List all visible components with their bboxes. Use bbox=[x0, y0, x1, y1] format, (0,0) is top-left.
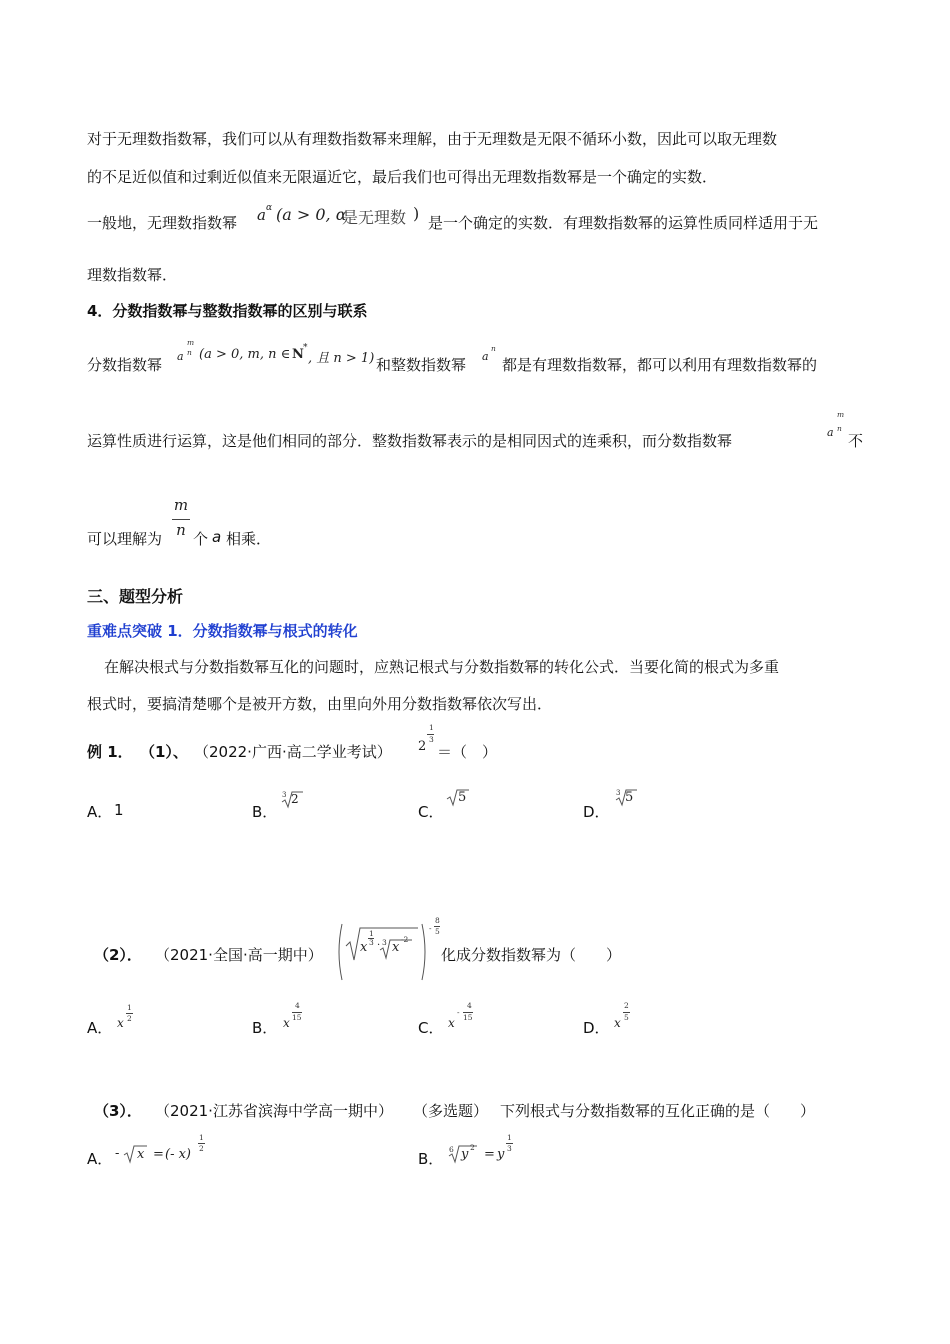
paragraph-line: 的不足近似值和过剩近似值来无限逼近它，最后我们也可得出无理数指数幂是一个确定的实数． bbox=[87, 168, 718, 186]
fraction-denominator-n: n bbox=[176, 521, 186, 539]
radicand: 5 bbox=[625, 790, 634, 805]
paragraph-line: 在解决根式与分数指数幂互化的问题时，应熟记根式与分数指数幂的转化公式．当要化简的根式为多重 bbox=[104, 658, 780, 676]
formula-exp-alpha: α bbox=[266, 203, 273, 213]
radical-index: 3 bbox=[382, 938, 387, 947]
formula-exp-m: m bbox=[837, 410, 845, 419]
var-x: x bbox=[360, 940, 368, 955]
expression-frame-icon bbox=[336, 920, 436, 984]
formula-close: ) bbox=[413, 204, 420, 223]
exp-num: 1 bbox=[369, 929, 374, 938]
exp-denominator: 3 bbox=[429, 735, 434, 744]
formula-condition-2: , 且 n > 1) bbox=[308, 351, 375, 366]
paragraph-line: 理数指数幂． bbox=[87, 266, 178, 284]
section-heading: 三、题型分析 bbox=[87, 587, 184, 606]
fraction-numerator-m: m bbox=[173, 496, 189, 514]
exp-neg2: -2 bbox=[401, 935, 409, 944]
power-base: 2 bbox=[418, 739, 427, 754]
formula-base-a: a bbox=[827, 426, 834, 439]
outer-exp-den: 5 bbox=[435, 927, 440, 936]
formula-condition-cn: 是无理数 bbox=[342, 208, 407, 227]
formula-condition: (a > 0, α bbox=[276, 205, 347, 224]
outer-exp-num: 8 bbox=[435, 916, 440, 925]
radicand: 5 bbox=[458, 790, 467, 805]
breakthrough-heading: 重难点突破 1．分数指数幂与根式的转化 bbox=[87, 622, 358, 640]
formula-condition: (a > 0, m, n ∈ bbox=[199, 347, 291, 362]
formula-exp-m: m bbox=[187, 338, 195, 347]
radical-index: 3 bbox=[616, 789, 621, 797]
radicand: 2 bbox=[291, 792, 299, 806]
formula-base-a: a bbox=[482, 350, 489, 363]
paragraph-line: 根式时，要搞清楚哪个是被开方数，由里向外用分数指数幂依次写出． bbox=[87, 695, 553, 713]
formula-exp-n: n bbox=[837, 424, 842, 433]
formula-exp-n: n bbox=[187, 348, 192, 357]
paragraph-line: 对于无理数指数幂，我们可以从有理数指数幂来理解，由于无理数是无限不循环小数，因此可以取无理数 bbox=[87, 130, 778, 148]
radical-sign-icon bbox=[123, 1144, 149, 1164]
exp-den: 3 bbox=[369, 938, 374, 947]
fraction-bar bbox=[172, 519, 190, 520]
var-x: x bbox=[392, 940, 400, 955]
outer-exp-sign: - bbox=[429, 924, 432, 933]
formula-base-a: a bbox=[257, 206, 266, 224]
set-star: * bbox=[303, 343, 308, 353]
exp-numerator: 1 bbox=[429, 723, 434, 732]
formula-exp-n: n bbox=[491, 344, 496, 353]
section-heading: 4．分数指数幂与整数指数幂的区别与联系 bbox=[87, 302, 368, 320]
dot-operator: · bbox=[377, 940, 381, 951]
formula-base-a: a bbox=[177, 350, 184, 363]
set-N-plus: N bbox=[292, 347, 304, 362]
radical-index: 3 bbox=[282, 791, 287, 799]
